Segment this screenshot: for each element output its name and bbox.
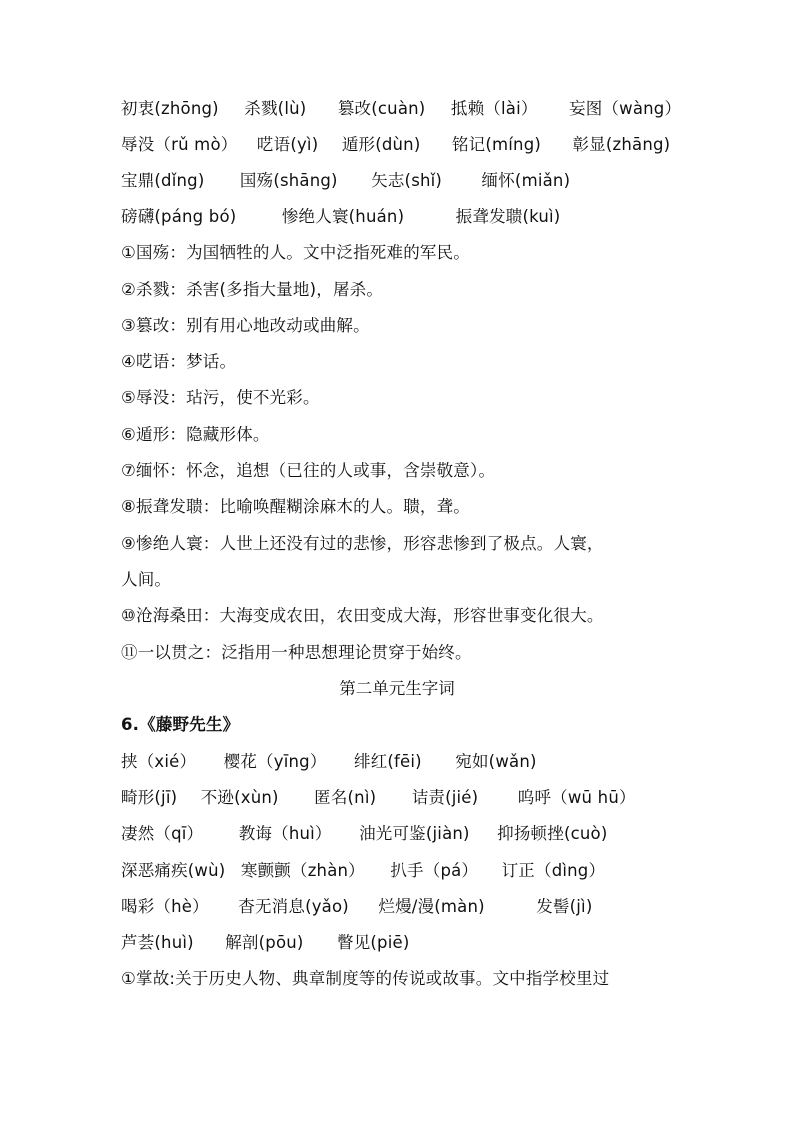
vocab-word: 油光可鉴(jiàn) [359, 824, 470, 843]
vocab-row [121, 170, 570, 192]
vocab-word: 烂熳/漫(màn) [378, 897, 485, 916]
vocab-word: 缅怀(miǎn) [481, 171, 571, 190]
definition-item: ⑨惨绝人寰：人世上还没有过的悲惨，形容悲惨到了极点。人寰， [121, 534, 604, 553]
vocab-row [121, 206, 560, 228]
vocab-row [121, 860, 605, 882]
definition-item: ①掌故:关于历史人物、典章制度等的传说或故事。文中指学校里过 [121, 969, 610, 988]
vocab-word: 磅礴(páng bó) [121, 207, 237, 226]
vocab-word: 振聋发聩(kuì) [455, 207, 561, 226]
vocab-word: 国殇(shāng) [239, 171, 338, 190]
vocab-word: 辱没（rǔ mò） [121, 135, 238, 154]
vocab-word: 发髻(jì) [536, 897, 593, 916]
vocab-word: 抑扬顿挫(cuò) [497, 824, 608, 843]
lesson-title: 6.《藤野先生》 [121, 715, 240, 734]
vocab-word: 订正（dìng） [501, 861, 606, 880]
definition-item: ⑩沧海桑田：大海变成农田，农田变成大海，形容世事变化很大。 [121, 606, 604, 625]
vocab-word: 喝彩（hè） [121, 897, 209, 916]
vocab-word: 深恶痛疾(wù) [121, 861, 226, 880]
vocab-row [121, 932, 409, 954]
vocab-row [121, 98, 681, 120]
vocab-word: 扒手（pá） [390, 861, 479, 880]
vocab-word: 匿名(nì) [314, 788, 377, 807]
definition-item: ①国殇：为国牺牲的人。文中泛指死难的军民。 [121, 243, 470, 262]
vocab-row [121, 751, 537, 773]
vocab-word: 抵赖（lài） [450, 99, 538, 118]
vocab-word: 诘责(jié) [411, 788, 479, 807]
vocab-word: 凄然（qī） [121, 824, 204, 843]
vocab-word: 宝鼎(dǐng) [121, 171, 205, 190]
definition-item: ⑧振聋发聩：比喻唤醒糊涂麻木的人。聩，聋。 [121, 497, 470, 516]
vocab-row [121, 823, 607, 845]
vocab-word: 解剖(pōu) [225, 933, 304, 952]
vocab-word: 惨绝人寰(huán) [281, 207, 405, 226]
vocab-word: 杳无消息(yǎo) [238, 897, 349, 916]
vocab-word: 樱花（yīng） [223, 752, 327, 771]
vocab-word: 畸形(jī) [121, 788, 178, 807]
vocab-word: 寒颤颤（zhàn） [240, 861, 365, 880]
vocab-word: 不逊(xùn) [200, 788, 279, 807]
vocab-word: 杀戮(lù) [244, 99, 307, 118]
vocab-word: 遁形(dùn) [341, 135, 421, 154]
vocab-word: 矢志(shǐ) [371, 171, 443, 190]
vocab-word: 教诲（huì） [238, 824, 332, 843]
definition-item: 人间。 [121, 570, 172, 589]
definition-item: ⑥遁形：隐藏形体。 [121, 425, 270, 444]
vocab-row [121, 896, 592, 918]
vocab-word: 瞥见(piē) [337, 933, 410, 952]
vocab-word: 绯红(fēi) [354, 752, 422, 771]
vocab-word: 挟（xié） [121, 752, 197, 771]
vocab-word: 铭记(míng) [451, 135, 542, 154]
section-title: 第二单元生字词 [339, 679, 455, 698]
vocab-word: 初衷(zhōng) [121, 99, 219, 118]
vocab-word: 宛如(wǎn) [455, 752, 537, 771]
definition-item: ③篡改：别有用心地改动或曲解。 [121, 316, 370, 335]
vocab-word: 妄图（wàng） [569, 99, 682, 118]
vocab-row [121, 134, 670, 156]
vocab-word: 彰显(zhāng) [572, 135, 671, 154]
definition-item: ②杀戮：杀害(多指大量地)，屠杀。 [121, 280, 384, 299]
vocab-row [121, 787, 636, 809]
vocab-word: 呜呼（wū hū） [517, 788, 636, 807]
vocab-word: 呓语(yì) [256, 135, 319, 154]
definition-item: ④呓语：梦话。 [121, 352, 237, 371]
vocab-word: 篡改(cuàn) [337, 99, 426, 118]
vocab-word: 芦荟(huì) [121, 933, 194, 952]
definition-item: ⑤辱没：玷污，使不光彩。 [121, 388, 320, 407]
definition-item: ⑪一以贯之：泛指用一种思想理论贯穿于始终。 [121, 643, 472, 662]
definition-item: ⑦缅怀：怀念，追想（已往的人或事，含崇敬意）。 [121, 461, 496, 480]
